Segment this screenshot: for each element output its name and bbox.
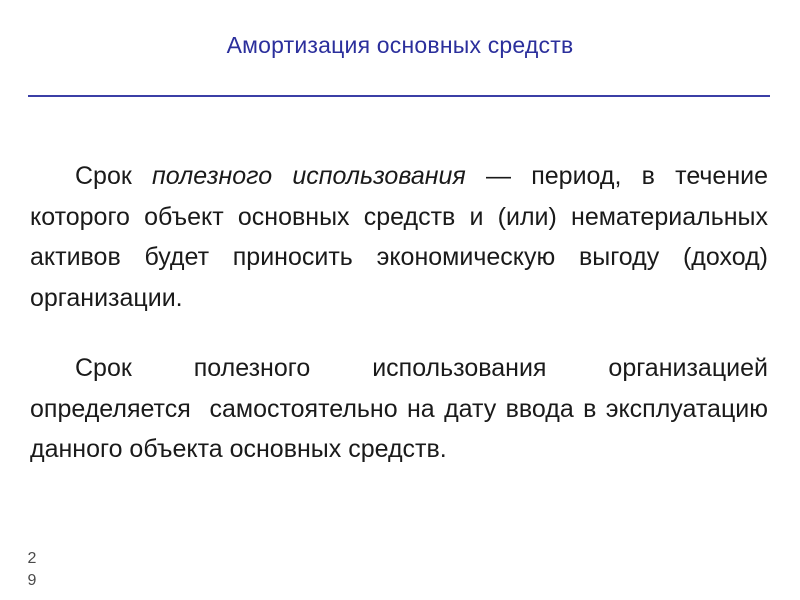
definition-lead: Срок bbox=[75, 162, 153, 190]
title-underline bbox=[28, 95, 770, 97]
paragraph-indent bbox=[30, 162, 75, 190]
page-number-digit-2: 9 bbox=[27, 572, 37, 589]
paragraph-indent bbox=[30, 354, 75, 382]
determination-text: Срок полезного использования организацией определяется самостоятельно на дату ввода в эксплуатацию данного объекта основных средств. bbox=[30, 354, 775, 463]
page-number-digit-1: 2 bbox=[27, 550, 37, 567]
slide-title: Амортизация основных средств bbox=[226, 32, 574, 58]
definition-term: полезного использования bbox=[152, 162, 466, 190]
definition-paragraph bbox=[30, 156, 768, 318]
page-number bbox=[25, 548, 39, 592]
definition-text: — период, в течение которого объект основных средств и (или) нематериальных активов будет приносить экономическую выгоду (доход) организации. bbox=[30, 162, 768, 312]
determination-paragraph bbox=[30, 348, 775, 470]
